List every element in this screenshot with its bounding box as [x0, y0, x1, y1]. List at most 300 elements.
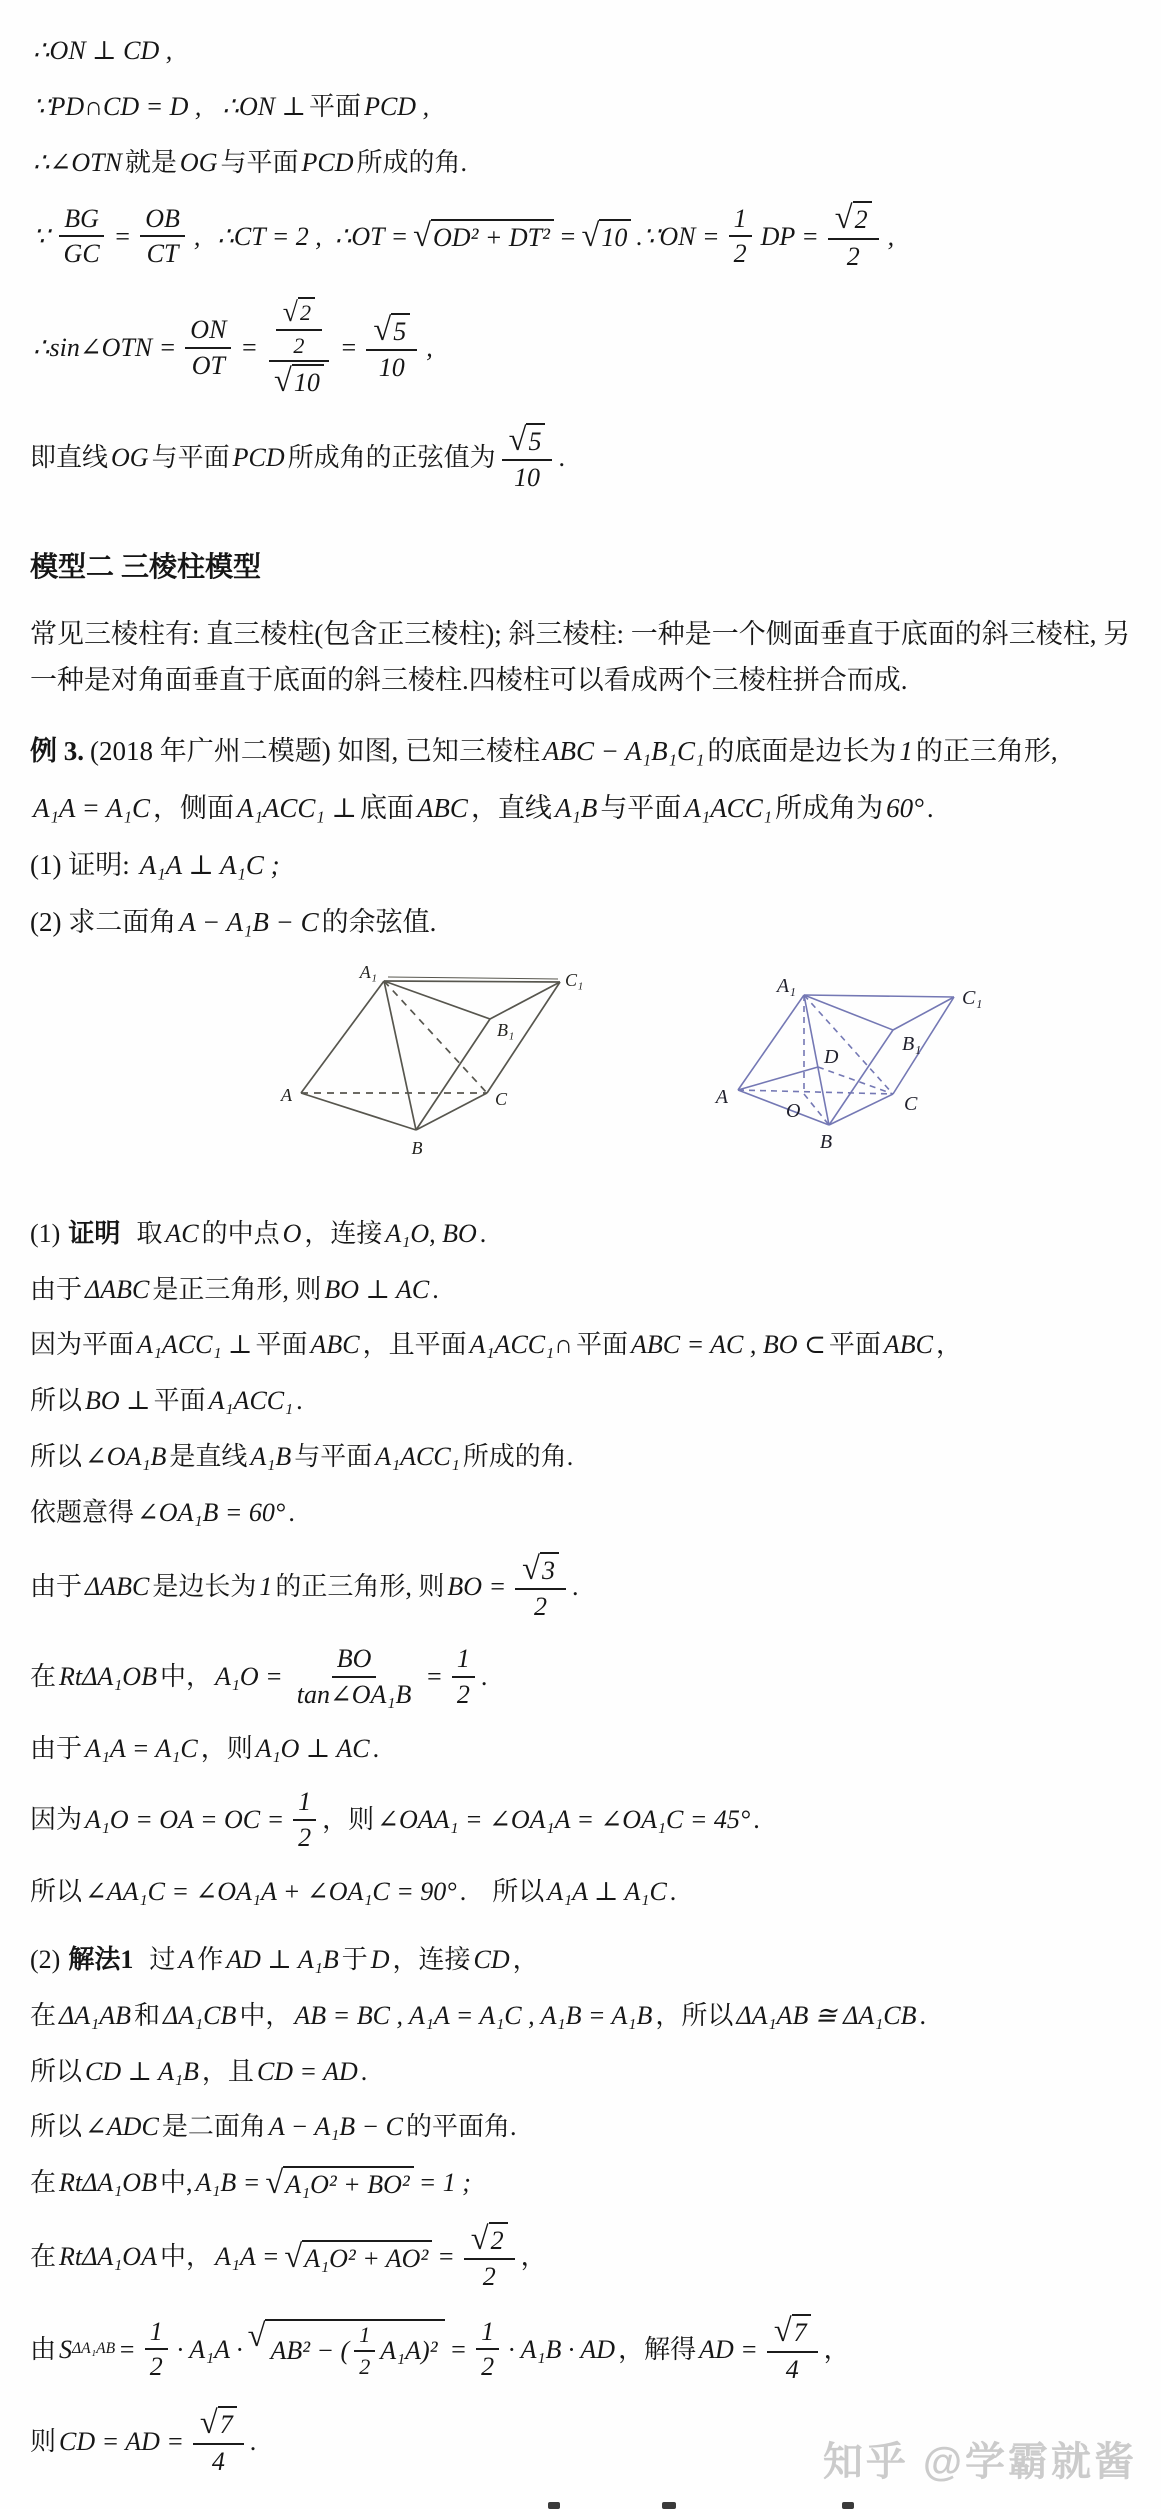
math-text: DP =: [760, 221, 819, 251]
cn-text: 所成角的正弦值为: [287, 442, 496, 472]
math-text: A₁O = OA = OC =: [85, 1805, 285, 1835]
formula-line-2: [30, 297, 1135, 398]
square-root: [413, 219, 554, 253]
denominator: tan∠OA₁B: [296, 1679, 412, 1709]
cn-text: 的余弦值.: [321, 906, 437, 937]
math-text: =: [558, 221, 577, 251]
cn-text: ，直线: [470, 792, 552, 823]
cn-text: 取: [136, 1218, 163, 1248]
example-line-2: [30, 791, 1135, 826]
numerator: 1: [476, 2317, 499, 2351]
numerator: 1: [354, 2322, 375, 2351]
cn-text: 中,: [159, 2168, 193, 2198]
math-text: · A₁A ·: [176, 2334, 243, 2364]
cn-text: 和: [133, 2000, 160, 2030]
cn-text: ，且: [201, 2056, 254, 2086]
square-root: [200, 2406, 237, 2440]
edge-a-b: [301, 1093, 416, 1130]
watermark: 知乎 @学霸就酱: [822, 2439, 1137, 2484]
math-text: ∠OAA₁ = ∠OA₁A = ∠OA₁C = 45°: [377, 1805, 751, 1835]
fraction: [185, 315, 231, 381]
radical-sign: √: [373, 311, 392, 348]
fraction: [515, 1552, 566, 1622]
section-heading: 模型二 三棱柱模型: [30, 551, 262, 583]
proof1-line-10: [30, 1787, 1135, 1853]
radical-sign: √: [265, 2165, 284, 2202]
denominator: 2: [456, 1679, 470, 1709]
math-text: A₁A = A₁C: [33, 792, 151, 823]
radical-sign: √: [413, 218, 432, 255]
numerator: [193, 2406, 244, 2444]
cn-text: .: [669, 1877, 677, 1907]
numerator: [828, 201, 879, 239]
point-label-o: O: [786, 1099, 801, 1122]
edge-a1-b1: [804, 995, 893, 1030]
segment-a-d: [738, 1067, 818, 1090]
radicand: 7: [792, 2314, 811, 2348]
square-root: [284, 2240, 432, 2274]
math-text: AB² − (: [270, 2336, 350, 2366]
vertex-label-c: C: [904, 1092, 918, 1115]
math-text: A₁A ⊥ A₁C ;: [139, 849, 280, 880]
edge-b-c: [416, 1093, 487, 1130]
square-root: [835, 201, 872, 235]
cn-text: 的平面角.: [406, 2112, 517, 2142]
math-text: RtΔA₁OB: [59, 1661, 157, 1691]
cn-text: 所以: [30, 2056, 83, 2086]
math-text: · A₁B · AD: [508, 2334, 616, 2364]
denominator: 2: [481, 2352, 495, 2382]
math-text: AD =: [699, 2334, 758, 2364]
radicand: [265, 2319, 444, 2379]
example-label: 例 3.: [30, 735, 84, 766]
cn-text: 由: [30, 2334, 57, 2364]
math-text: S: [59, 2334, 73, 2364]
math-text: PCD: [301, 147, 354, 177]
math-text: =: [437, 2242, 455, 2272]
square-root: [248, 2319, 445, 2379]
cn-text: .: [459, 1877, 467, 1907]
math-text: A₁ACC₁: [208, 1386, 294, 1416]
math-text: ABC − A₁B₁C₁: [542, 735, 705, 766]
math-text: ∠ADC: [85, 2112, 159, 2142]
proof-label: 证明: [68, 1218, 121, 1248]
fraction: [366, 313, 417, 383]
cn-text: (2): [30, 1944, 61, 1974]
cn-text: 所成的角.: [462, 1442, 574, 1472]
numerator: [276, 297, 322, 331]
math-text: A₁ACC₁∩: [469, 1330, 573, 1360]
cn-text: 所以: [30, 1442, 83, 1472]
cn-text: 的正三角形, 则: [275, 1571, 445, 1601]
cn-text: .: [432, 1274, 439, 1304]
radical-sign: √: [773, 2313, 792, 2350]
cn-text: 就是: [124, 147, 177, 177]
scan-double-line: [388, 977, 558, 979]
math-text: ,: [887, 221, 895, 251]
fraction: [145, 2317, 168, 2383]
numerator: 1: [145, 2317, 168, 2351]
cn-text: 在: [30, 2242, 57, 2272]
cn-text: 是直线: [169, 1442, 248, 1472]
cn-text: 所以: [30, 1877, 83, 1907]
vertex-label-a: A: [715, 1085, 728, 1108]
complex-fraction: [267, 297, 331, 398]
vertex-label-a1: A₁: [359, 961, 377, 982]
math-text: =: [118, 2334, 136, 2364]
denominator: GC: [63, 239, 100, 269]
math-text: BO =: [447, 1571, 507, 1601]
math-text: 1: [259, 1571, 273, 1601]
cn-text: .: [479, 1218, 487, 1248]
vertex-label-c1: C₁: [565, 969, 584, 990]
conclusion-line: [30, 423, 1135, 493]
fraction: [464, 2222, 515, 2292]
sol2-line-6: [30, 2222, 1135, 2292]
edge-c1-b1: [490, 982, 560, 1019]
cn-text: 是正三角形, 则: [152, 1274, 322, 1304]
radical-sign: √: [247, 2318, 266, 2355]
math-text: ∴CT = 2 ,: [217, 221, 322, 251]
math-text: A: [178, 1944, 195, 1974]
radicand: OD² + DT²: [431, 219, 554, 253]
numerator: [502, 423, 553, 461]
radical-sign: √: [199, 2405, 218, 2442]
cn-text: (2018 年广州二模题) 如图, 已知三棱柱: [90, 735, 540, 766]
square-root: [265, 2166, 413, 2200]
math-text: A₁A)²: [380, 2336, 438, 2366]
numerator: [767, 2314, 818, 2352]
math-text: A₁A = A₁C: [85, 1733, 198, 1763]
cn-text: .: [480, 1661, 488, 1691]
cn-text: .: [249, 2426, 257, 2456]
proof1-line-2: [30, 1273, 1135, 1307]
cn-text: 是二面角: [161, 2112, 266, 2142]
cn-text: 过: [149, 1944, 176, 1974]
fraction: [729, 204, 752, 270]
left-prism-figure: [170, 962, 590, 1167]
cn-text: 平面: [575, 1330, 628, 1360]
math-text: ∴OT =: [334, 221, 409, 251]
math-text: A₁ACC₁ ⊥: [237, 792, 357, 823]
statement-line-2: [30, 90, 1135, 124]
proof1-line-5: [30, 1440, 1135, 1474]
radicand: 10: [599, 219, 631, 253]
fraction: [354, 2322, 375, 2379]
denominator: 2: [482, 2262, 496, 2292]
math-text: D: [370, 1944, 390, 1974]
cn-text: ，: [823, 2334, 850, 2364]
radical-sign: √: [508, 421, 527, 458]
square-root: [471, 2222, 508, 2256]
solution-label: 解法1: [68, 1944, 134, 1974]
math-text: ∴ON ⊥ CD ,: [33, 36, 173, 65]
math-text: A₁B: [250, 1442, 292, 1472]
math-text: A₁O ⊥ AC: [255, 1733, 370, 1763]
math-text: ABC = AC , BO ⊂: [630, 1330, 826, 1360]
vertex-label-c: C: [495, 1088, 508, 1109]
math-text: ∠OA₁B: [85, 1442, 167, 1472]
numerator: [269, 297, 329, 362]
math-text: A₁ACC₁ ⊥: [137, 1330, 253, 1360]
proof1-line-1: [30, 1217, 1135, 1251]
sol2-line-3: [30, 2055, 1135, 2089]
math-text: ,: [193, 221, 201, 251]
model-description: 常见三棱柱有: 直三棱柱(包含正三棱柱); 斜三棱柱: 一种是一个侧面垂直于底面的斜三棱柱, 另一种是对角面垂直于底面的斜三棱柱.四棱柱可以看成两个三棱柱拼合而成.: [30, 618, 1131, 696]
math-text: ΔA₁AB ≅ ΔA₁CB: [736, 2000, 917, 2030]
math-text: A₁O, BO: [385, 1218, 477, 1248]
vertex-label-b: B: [819, 1130, 833, 1153]
cn-text: 所成的角.: [356, 147, 468, 177]
cn-text: 与平面: [294, 1442, 373, 1472]
edge-b1-b: [416, 1019, 490, 1130]
math-text: A − A₁B − C: [179, 906, 319, 937]
cn-text: 因为: [30, 1805, 83, 1835]
math-text: CD ⊥ A₁B: [85, 2056, 199, 2086]
denominator: 10: [514, 462, 541, 492]
denominator: [267, 362, 331, 398]
edge-a1-b: [384, 981, 416, 1130]
cn-text: ，连接: [304, 1218, 383, 1248]
cn-text: 与平面: [151, 442, 230, 472]
cn-text: .: [296, 1386, 303, 1416]
math-text: ∵PD∩CD = D ,: [33, 91, 202, 121]
numerator: 1: [452, 1644, 475, 1678]
denominator: 4: [211, 2446, 225, 2476]
proof1-line-9: [30, 1732, 1135, 1766]
edge-a-b: [738, 1090, 829, 1125]
question-2: [30, 905, 1135, 940]
cn-text: 与平面: [220, 147, 299, 177]
denominator: 2: [298, 1823, 312, 1853]
cn-text: .: [372, 1733, 380, 1763]
cn-text: 由于: [30, 1733, 83, 1763]
edge-a1-c-hidden: [384, 981, 487, 1093]
fraction: [276, 297, 322, 358]
math-text: CD = AD: [256, 2056, 358, 2086]
numerator: BG: [59, 204, 104, 238]
square-root: [774, 2314, 811, 2348]
math-text: RtΔA₁OB: [59, 2168, 157, 2198]
vertex-label-b1: B₁: [497, 1019, 515, 1040]
math-text: ∠OA₁B = 60°: [137, 1497, 286, 1527]
math-text: .∵ON =: [636, 221, 720, 251]
vertex-label-a1: A₁: [776, 974, 796, 997]
cn-text: ，: [935, 1330, 962, 1360]
right-prism-figure: [636, 962, 986, 1177]
vertex-label-c1: C₁: [962, 986, 983, 1009]
math-text: PCD: [232, 442, 285, 472]
subscript: ΔA₁AB: [72, 2340, 116, 2358]
math-text: A₁O =: [214, 1661, 283, 1691]
numerator: ON: [185, 315, 231, 349]
math-text: A₁B =: [195, 2168, 261, 2198]
cn-text: 中，: [159, 2242, 212, 2272]
cn-text: 在: [30, 2000, 57, 2030]
edge-a1-c1: [804, 995, 954, 997]
sol2-line-5: [30, 2166, 1135, 2200]
cn-text: ，连接: [392, 1944, 471, 1974]
cn-text: 所以: [492, 1877, 545, 1907]
fraction: [193, 2406, 244, 2476]
denominator: 4: [785, 2354, 799, 2384]
fraction: [828, 201, 879, 271]
math-text: ∴∠OTN: [33, 147, 122, 177]
cn-text: 在: [30, 1661, 57, 1691]
math-text: =: [240, 333, 258, 363]
question-1: [30, 848, 1135, 883]
math-text: ∠AA₁C = ∠OA₁A + ∠OA₁C = 90°: [85, 1877, 457, 1907]
cn-text: 中，: [239, 2000, 292, 2030]
cn-text: 平面: [153, 1386, 206, 1416]
cn-text: 的中点: [201, 1218, 280, 1248]
math-text: AC: [165, 1218, 199, 1248]
square-root: [582, 219, 632, 253]
sol2-line-2: [30, 1999, 1135, 2033]
example-line-1: [30, 734, 1135, 769]
cn-text: .: [571, 1571, 579, 1601]
math-text: ABC: [883, 1330, 933, 1360]
cn-text: ，: [512, 1944, 539, 1974]
proof1-line-11: [30, 1875, 1135, 1909]
math-text: AB = BC , A₁A = A₁C , A₁B = A₁B: [294, 2000, 653, 2030]
numerator: OB: [140, 204, 185, 238]
point-label-d: D: [824, 1045, 839, 1068]
proof1-line-4: [30, 1384, 1135, 1418]
cn-text: ，则: [200, 1733, 253, 1763]
cn-text: 平面: [255, 1330, 308, 1360]
cn-text: ，且平面: [362, 1330, 467, 1360]
cn-text: .: [919, 2000, 927, 2030]
cn-text: 的正三角形,: [915, 735, 1058, 766]
radicand: 2: [489, 2222, 508, 2256]
cn-text: ，: [520, 2242, 547, 2272]
sol2-line-4: [30, 2110, 1135, 2144]
cn-text: .: [360, 2056, 368, 2086]
square-root: [274, 364, 324, 398]
cn-text: (1) 证明:: [30, 849, 130, 880]
statement-line-3: [30, 146, 1135, 180]
radicand: A₁O² + BO²: [283, 2166, 414, 2200]
math-text: CD = AD =: [59, 2426, 184, 2456]
math-text: A − A₁B − C: [268, 2112, 404, 2142]
figures-row: [30, 962, 1135, 1177]
cn-text: 作: [197, 1944, 224, 1974]
radicand: 2: [853, 201, 872, 235]
proof1-line-7: [30, 1552, 1135, 1622]
radical-sign: √: [284, 2239, 303, 2276]
radicand: 2: [298, 297, 315, 327]
denominator: 10: [378, 353, 405, 383]
cn-text: 依题意得: [30, 1497, 135, 1527]
fraction: [452, 1644, 475, 1710]
math-text: O: [282, 1218, 302, 1248]
cn-text: 底面: [359, 792, 414, 823]
math-text: =: [425, 1661, 443, 1691]
proof1-line-6: [30, 1496, 1135, 1530]
cn-text: .: [926, 792, 934, 823]
math-text: ΔA₁AB: [59, 2000, 131, 2030]
fraction: [502, 423, 553, 493]
vertex-label-a: A: [281, 1084, 292, 1105]
fraction: [59, 204, 105, 270]
math-text: ABC: [416, 792, 468, 823]
scan-artifact: [548, 2502, 560, 2509]
cn-text: 即直线: [30, 442, 109, 472]
edge-a-c-hidden: [738, 1090, 893, 1094]
square-root: [283, 297, 315, 327]
vertex-label-b1: B₁: [902, 1032, 922, 1055]
math-text: ∵: [33, 221, 50, 251]
cn-text: ，侧面: [153, 792, 235, 823]
cn-text: (2) 求二面角: [30, 906, 177, 937]
math-text: RtΔA₁OA: [59, 2242, 157, 2272]
math-text: BO ⊥ AC: [324, 1274, 430, 1304]
edge-a1-a: [301, 981, 384, 1093]
cn-text: 则: [30, 2426, 57, 2456]
math-text: A₁ACC₁: [684, 792, 773, 823]
math-text: 1: [899, 735, 913, 766]
radical-sign: √: [470, 2221, 489, 2258]
cn-text: 与平面: [600, 792, 682, 823]
radical-sign: √: [522, 1550, 540, 1587]
radical-sign: √: [834, 200, 853, 237]
radicand: 7: [218, 2406, 237, 2440]
sol2-line-7: [30, 2314, 1135, 2384]
denominator: CT: [146, 239, 179, 269]
denominator: OT: [191, 351, 225, 381]
math-text: ∴ON ⊥: [222, 91, 307, 121]
denominator: 2: [534, 1591, 548, 1621]
math-text: ∴sin∠OTN =: [33, 333, 177, 363]
fraction: [293, 1787, 316, 1853]
cn-text: 所以: [30, 1386, 83, 1416]
cn-text: 的底面是边长为: [707, 735, 897, 766]
math-text: BO ⊥: [85, 1386, 151, 1416]
math-text: A₁B: [554, 792, 598, 823]
numerator: [366, 313, 417, 351]
cn-text: ，解得: [618, 2334, 697, 2364]
radicand: 3: [540, 1552, 559, 1586]
radicand: 5: [391, 313, 410, 347]
math-text: A₁ACC₁: [375, 1442, 460, 1472]
edge-b1-b: [829, 1030, 893, 1125]
cn-text: 于: [341, 1944, 368, 1974]
edge-a1-c-hidden: [804, 995, 893, 1094]
math-text: ΔABC: [85, 1274, 150, 1304]
radicand: A₁O² + AO²: [302, 2240, 432, 2274]
cn-text: ，所以: [655, 2000, 734, 2030]
math-text: =: [339, 333, 358, 363]
cn-text: 由于: [30, 1571, 83, 1601]
formula-line-1: [30, 201, 1135, 271]
math-text: ,: [426, 333, 433, 363]
cn-text: 中，: [159, 1661, 212, 1691]
denominator: 2: [149, 2352, 163, 2382]
edge-a1-c1: [384, 981, 560, 982]
proof1-line-3: [30, 1328, 1135, 1362]
proof1-line-8: [30, 1644, 1135, 1710]
math-text: ABC: [310, 1330, 360, 1360]
scan-artifact: [662, 2502, 676, 2509]
radical-sign: √: [282, 296, 298, 328]
cn-text: .: [558, 442, 565, 472]
math-text: 60°: [886, 792, 924, 823]
math-text: AD ⊥ A₁B: [226, 1944, 339, 1974]
math-text: OG: [179, 147, 218, 177]
cn-text: 所成角为: [775, 792, 884, 823]
cn-text: 是边长为: [152, 1571, 257, 1601]
